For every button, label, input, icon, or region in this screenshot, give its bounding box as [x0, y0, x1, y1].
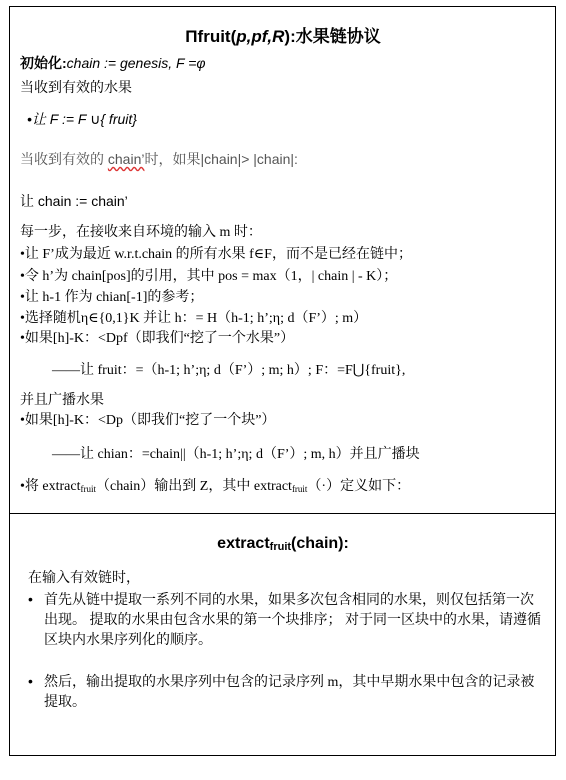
extract-intro: 在输入有效链时，: [28, 571, 140, 586]
step-6: •如果[h]-K：<Dp（即我们“挖了一个块”）: [20, 413, 276, 428]
output-line: •将 extract$_{fruit}$（chain）输出到 Z，其中 extract$_{fruit}$（·）定义如下：: [20, 479, 411, 494]
step-4: •选择随机η∈{0,1}K 并让 h：= H（h-1; h’;η; d（F’）; m）: [20, 311, 368, 326]
section-divider: [9, 513, 556, 514]
step-6-action: ——让 chian：=chain||（h-1; h’;η; d（F’）; m, h）并且广播块: [52, 447, 420, 462]
bullet-icon: •: [28, 673, 33, 689]
protocol-title: Πfruit(p,pf,R):水果链协议: [185, 27, 381, 46]
extract-item-2: 然后，输出提取的水果序列中包含的记录序列 m，其中早期水果中包含的记录被提取。: [44, 675, 535, 710]
step-5-broadcast: 并且广播水果: [20, 393, 104, 408]
extract-title: extractfruit(chain):: [217, 535, 349, 553]
step-1: •让 F’成为最近 w.r.t.chain 的所有水果 f∈F，而不是已经在链中；: [20, 247, 412, 262]
on-valid-fruit: 当收到有效的水果: [20, 79, 132, 95]
step-5-action: ——让 fruit：=（h-1; h’;η; d（F’）; m; h）; F：=F⋃{fruit},: [52, 363, 406, 378]
step-2: •令 h’为 chain[pos]的引用，其中 pos = max（1，| chain | - K）；: [20, 269, 398, 284]
init-line: 初始化:chain := genesis, F =φ: [20, 55, 206, 71]
let-f-line: •让 F := F ∪{ fruit}: [27, 111, 137, 127]
extract-item-1: 首先从链中提取一系列不同的水果，如果多次包含相同的水果，则仅包括第一次出现。 提取的水果由包含水果的第一个块排序； 对于同一区块中的水果，请遵循区块内水果序列化的顺序。: [44, 593, 541, 648]
let-chain-line: 让 chain := chain’: [20, 193, 128, 209]
bullet-icon: •: [28, 591, 33, 607]
on-valid-chain: 当收到有效的 chain’时，如果|chain|> |chain|:: [20, 151, 298, 167]
step-5: •如果[h]-K：<Dpf（即我们“挖了一个水果”）: [20, 331, 295, 346]
step-3: •让 h-1 作为 chian[-1]的参考；: [20, 290, 204, 305]
each-step-line: 每一步，在接收来自环境的输入 m 时：: [20, 225, 262, 240]
